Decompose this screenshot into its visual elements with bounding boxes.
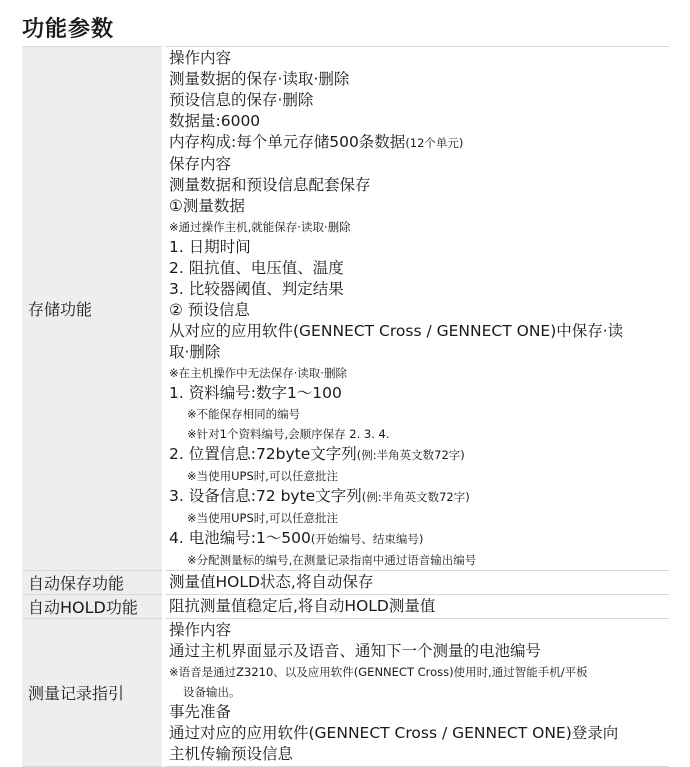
- preset-item-sub: (例:半角英文数72字): [356, 447, 465, 462]
- preset-note: ※在主机操作中无法保存·读取·删除: [169, 365, 347, 380]
- row-label-autosave: 自动保存功能: [22, 571, 164, 595]
- measurement-note: ※通过操作主机,就能保存·读取·删除: [169, 219, 351, 234]
- row-content-guide: [164, 619, 670, 767]
- structure-main: 内存构成:每个单元存储500条数据: [169, 132, 406, 151]
- row-content-autohold: 阻抗测量值稳定后,将自动HOLD测量值: [164, 595, 670, 619]
- table-row-guide: [22, 619, 669, 767]
- row-content-storage: [164, 47, 670, 571]
- preset-item-main: 3. 设备信息:72 byte文字列: [169, 486, 362, 505]
- preset-item-main: 2. 位置信息:72byte文字列: [169, 444, 357, 463]
- save-heading: 保存内容: [169, 154, 232, 173]
- guide-operation-description: 通过主机界面显示及语音、通知下一个测量的电池编号: [169, 642, 542, 660]
- table-row-autosave: [22, 571, 669, 595]
- preset-item-note: ※当使用UPS时,可以任意批注: [187, 510, 338, 525]
- table-row-autohold: [22, 595, 669, 619]
- save-description: 测量数据和预设信息配套保存: [169, 175, 371, 194]
- guide-preparation-heading: 事先准备: [169, 703, 232, 721]
- spec-table: [22, 46, 669, 767]
- preset-item: [169, 444, 669, 466]
- guide-note: ※语音是通过Z3210、以及应用软件(GENNECT Cross)使用时,通过智能手机/平板: [169, 665, 588, 679]
- preset-item-note: ※针对1个资料编号,会顺序保存 2. 3. 4.: [187, 426, 390, 441]
- structure-note: (12个单元): [405, 135, 464, 150]
- row-label-storage: 存储功能: [22, 47, 164, 571]
- operation-line: 预设信息的保存·删除: [169, 90, 314, 109]
- measurement-item: 3. 比较器阈值、判定结果: [169, 279, 344, 298]
- guide-preparation-description: 通过对应的应用软件(GENNECT Cross / GENNECT ONE)登录向: [169, 724, 619, 742]
- structure-text: [169, 132, 669, 154]
- measurement-item: 2. 阻抗值、电压值、温度: [169, 258, 344, 277]
- row-label-guide: 测量记录指引: [22, 619, 164, 767]
- preset-item-sub: (例:半角英文数72字): [361, 489, 470, 504]
- preset-item-sub: (开始编号、结束编号): [310, 531, 424, 546]
- preset-item-note: ※分配测量标的编号,在测量记录指南中通过语音输出编号: [187, 552, 477, 567]
- preset-item-note: ※当使用UPS时,可以任意批注: [187, 468, 338, 483]
- table-row-storage: [22, 47, 669, 571]
- preset-heading: ② 预设信息: [169, 300, 250, 319]
- preset-item-main: 4. 电池编号:1～500: [169, 528, 311, 547]
- guide-preparation-description: 主机传输预设信息: [169, 745, 294, 763]
- preset-description: 从对应的应用软件(GENNECT Cross / GENNECT ONE)中保存·读: [169, 321, 624, 340]
- measurement-item: 1. 日期时间: [169, 237, 251, 256]
- preset-item: 1. 资料编号:数字1～100: [169, 383, 342, 402]
- row-label-autohold: 自动HOLD功能: [22, 595, 164, 619]
- measurement-data-heading: ①测量数据: [169, 196, 245, 215]
- capacity-text: 数据量:6000: [169, 111, 261, 130]
- preset-item-note: ※不能保存相同的编号: [187, 406, 301, 421]
- row-content-autosave: 测量值HOLD状态,将自动保存: [164, 571, 670, 595]
- preset-item: [169, 528, 669, 550]
- preset-description: 取·删除: [169, 342, 221, 361]
- preset-item: [169, 486, 669, 508]
- guide-note: 设备输出。: [183, 685, 241, 699]
- page-title: 功能参数: [22, 17, 115, 42]
- operation-line: 测量数据的保存·读取·删除: [169, 69, 350, 88]
- operation-heading: 操作内容: [169, 48, 232, 67]
- guide-operation-heading: 操作内容: [169, 621, 232, 639]
